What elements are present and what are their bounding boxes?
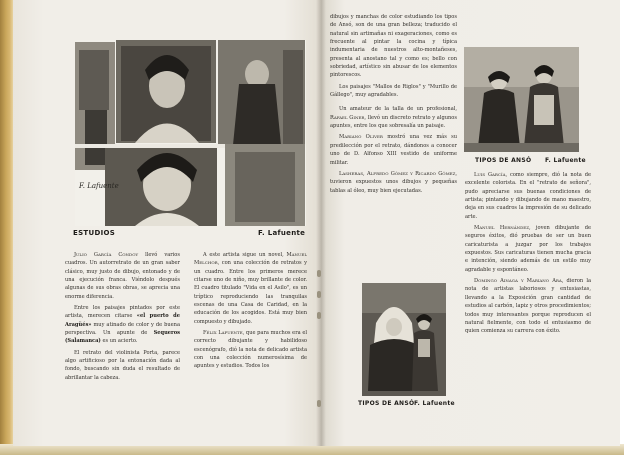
binding-stitch — [317, 291, 321, 298]
paragraph-mallos: Los paisajes "Mallos de Riglos" y "Murillo de Gállego", muy agradables. — [330, 83, 457, 99]
tipos-de-anso-photo-top — [464, 47, 579, 152]
paragraph-oliver — [330, 133, 457, 166]
paragraph-text: , llevó un discreto retrato y algunos apuntes, entre los que sobresalía un paisaje. — [330, 114, 457, 130]
work-title: «el puerto de Aragüés» — [65, 313, 180, 328]
paragraph-text: Entre los paisajes pintados por este artista, merecen citarse — [65, 305, 180, 320]
artist-name: Julio García Condoy — [74, 252, 139, 258]
paragraph-lafuente — [194, 329, 307, 371]
estudios-caption-credit: F. Lafuente — [258, 229, 306, 237]
paragraph-text: muy atinado de color y de buena perspectiva. Un apunte de — [65, 321, 180, 337]
binding-stitch — [317, 270, 321, 277]
paragraph-porta: El retrato del violinista Porta, parece algo artificioso por la entonación dada al fondo, buscando sin duda el resultado de abrillantar la cabeza. — [65, 349, 180, 381]
tipos-de-anso-bottom-credit: F. Lafuente — [414, 400, 455, 407]
artist-name: Manuel Melchor — [194, 252, 307, 267]
paragraph-paisajes — [65, 304, 180, 346]
paragraph-text: , como siempre, dió la nota de excelente colorista. En el "retrato de señora", pudo apreciarse sus buenas condiciones de artista; pintando y dibujando de mano maestro, deja en sus cuadros la impresión de su delicado arte. — [465, 172, 591, 220]
paragraph-text: es un acierto. — [100, 338, 138, 345]
right-column-2 — [465, 171, 591, 339]
tipos-de-anso-bottom-title: TIPOS DE ANSÓ — [358, 400, 415, 407]
paragraph-hernandez — [465, 224, 591, 274]
paragraph-text: , dieron la nota de artistas laboriosos y entusiastas, llevando a la Exposición gran cantidad de estudios al carbón, lapiz y otros procedimientos; todos muy interesantes porque reproducen el natural fielmente, con todo el entusiasmo de quien comienza su carrera con éxito. — [465, 278, 591, 335]
left-column-2 — [194, 251, 307, 374]
right-column-1 — [330, 13, 457, 198]
paragraph-anso-continued: dibujos y manchas de color estudiando los tipos de Ansó, son de una gran belleza; traducido el natural sin artimañas ni exageraciones, como es frecuente al pintar la cocina y típica indumentaria de nuestros alto-montañeses, presenta al anostano tal y como es; bello con sobriedad, artístico sin abusar de los elementos pintorescos. — [330, 14, 457, 79]
tipos-de-anso-top-title: TIPOS DE ANSÓ — [475, 157, 532, 164]
artist-name: Félix Lafuente — [203, 330, 243, 337]
right-page — [321, 0, 620, 446]
paragraph-text: llevó varios cuadros. Un autorretrato de un gran saber clásico, muy justo de dibujo, entonado y de una ejecución franca. Viéndolo después algunas de sus obras obras, se aprecia una enorme diferencia. — [65, 252, 180, 300]
paragraph-text: , que para muchos era el correcto dibujante y habilidoso escenógrafo, dió la nota de delicado artista con una colección numerosísima de apuntes y estudios. Todos los — [194, 330, 307, 370]
paragraph-text: mostró una vez más su predilección por el retrato, dándonos a conocer uno de D. Alfonso XIII vestido de uniforme militar. — [330, 134, 457, 166]
artist-name: Domingo Ainaga y Mariano Ara — [474, 278, 562, 285]
paragraph-garcia-condoy — [65, 251, 180, 301]
paragraph-lasheras — [330, 170, 457, 195]
book-gutter — [316, 0, 326, 446]
binding-stitch — [317, 312, 321, 319]
photo-signature: F. Lafuente — [79, 182, 119, 190]
paragraph-luis-garcia — [465, 171, 591, 221]
paragraph-text: , joven dibujante de seguros éxitos, dió pruebas de ser un buen caricaturista a juzgar por los trabajos expuestos. Sus caricaturas tienen mucha gracia e intención, siendo además de un estilo muy agradable y espontáneo. — [465, 225, 591, 273]
tipos-de-anso-top-credit: F. Lafuente — [545, 157, 586, 164]
left-column-1 — [65, 251, 180, 385]
left-page — [13, 0, 321, 446]
tipos-de-anso-photo-bottom — [362, 283, 446, 396]
estudios-caption-title: ESTUDIOS — [73, 229, 116, 237]
book-cover-edge — [0, 0, 13, 455]
estudios-photo — [75, 40, 306, 226]
paragraph-text: A este artista sigue un novel, — [203, 252, 287, 258]
paragraph-text: Un amateur de la talla de un profesional, — [339, 106, 457, 113]
paragraph-text: , tuvieron expuestos unos dibujos y pequeñas tablas al óleo, muy bien ejecutadas. — [330, 170, 457, 194]
artist-name: Mariano Oliver — [339, 134, 383, 141]
artist-name: Rafael Giner — [330, 114, 365, 121]
paragraph-text: , con una colección de retratos y un cuadro. Entre los primeros merece citarse uno de niño, muy brillante de color. El cuadro titulado "Vida en el Asilo", es un tríptico reproduciendo las tranquilas escenas de una Casa de Caridad, en la educación de los acogidos. Está muy bien compuesto y dibujado. — [194, 260, 307, 325]
artist-name: Luis García — [474, 172, 506, 178]
paragraph-melchor — [194, 251, 307, 326]
artist-name: Manuel Hernández — [474, 225, 530, 232]
binding-stitch — [317, 400, 321, 407]
artist-name: Lasheras, Alfredo Gómez y Ricardo Gómez — [339, 170, 456, 177]
work-title: Sequeros (Salamanca) — [65, 330, 180, 345]
paragraph-giner — [330, 105, 457, 130]
paragraph-ainaga-ara — [465, 277, 591, 335]
